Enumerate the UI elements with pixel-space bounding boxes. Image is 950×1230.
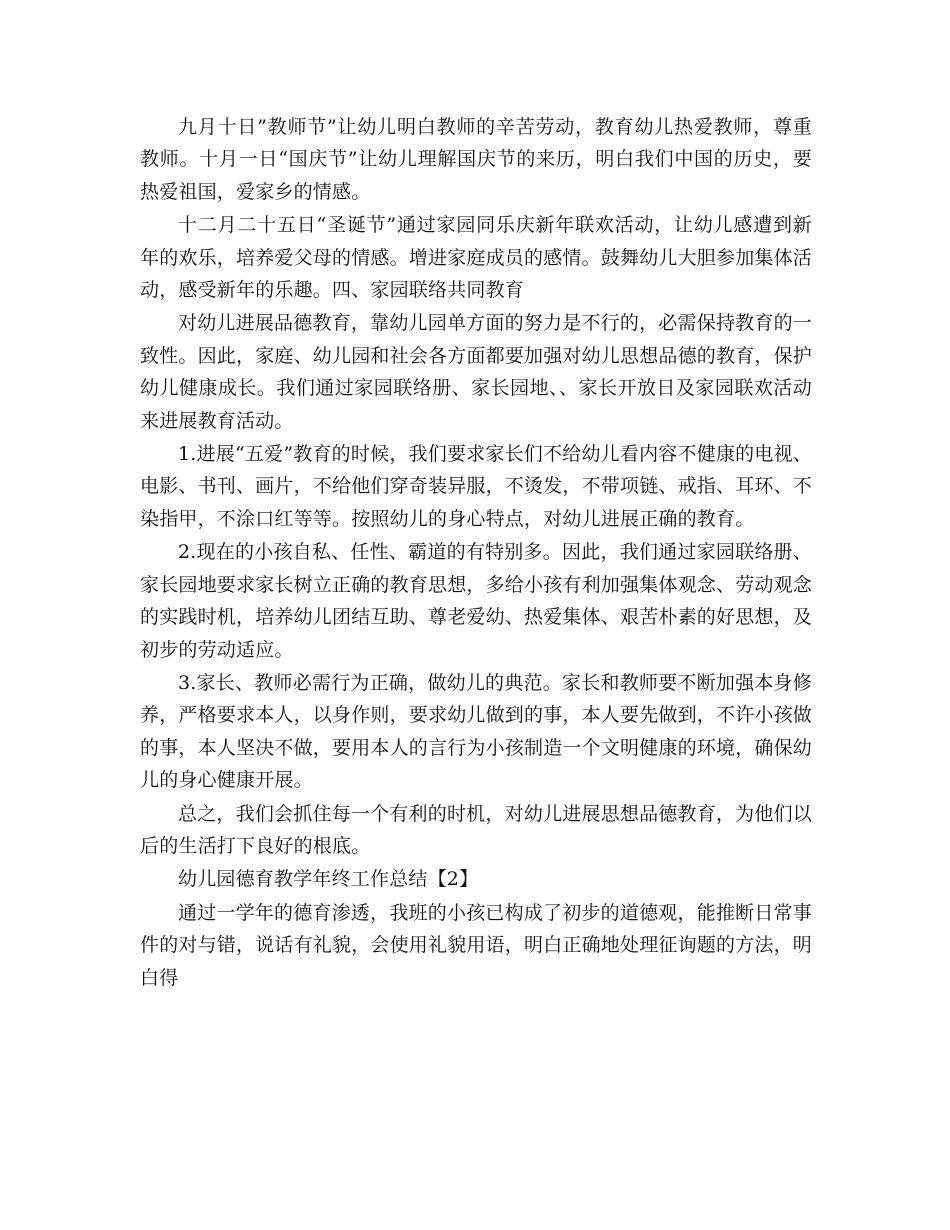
paragraph-item-2: 2.现在的小孩自私、任性、霸道的有特别多。因此，我们通过家园联络册、家长园地要求家长树立正确的教育思想，多给小孩有利加强集体观念、劳动观念的实践时机，培养幼儿团结互助、尊老爱幼、热爱集体、艰苦朴素的好思想，及初步的劳动适应。: [140, 541, 813, 661]
section-heading: 幼儿园德育教学年终工作总结【2】: [178, 868, 479, 891]
paragraph-home-school-education: 对幼儿进展品德教育，靠幼儿园单方面的努力是不行的，必需保持教育的一致性。因此，家庭、幼儿园和社会各方面都要加强对幼儿思想品德的教育，保护幼儿健康成长。我们通过家园联络册、家长园地、、家长开放日及家园联欢活动来进展教育活动。: [140, 312, 813, 432]
paragraph-item-3: 3.家长、教师必需行为正确，做幼儿的典范。家长和教师要不断加强本身修养，严格要求本人，以身作则，要求幼儿做到的事，本人要先做到，不许小孩做的事，本人坚决不做，要用本人的言行为小孩制造一个文明健康的环境，确保幼儿的身心健康开展。: [140, 671, 813, 792]
paragraph-item-1: 1.进展“五爱”教育的时候，我们要求家长们不给幼儿看内容不健康的电视、电影、书刊、画片，不给他们穿奇装异服，不烫发，不带项链、戒指、耳环、不染指甲，不涂口红等等。按照幼儿的身心特点，对幼儿进展正确的教育。: [140, 443, 813, 530]
paragraph-conclusion: 总之，我们会抓住每一个有利的时机，对幼儿进展思想品德教育，为他们以后的生活打下良好的根底。: [140, 802, 812, 857]
paragraph-christmas: 十二月二十五日“圣诞节”通过家园同乐庆新年联欢活动，让幼儿感遭到新年的欢乐，培养爱父母的情感。增进家庭成员的感情。鼓舞幼儿大胆参加集体活动，感受新年的乐趣。四、家园联络共同教育: [140, 214, 813, 302]
paragraph-teachers-national-day: 九月十日”教师节”让幼儿明白教师的辛苦劳动，教育幼儿热爱教师，尊重教师。十月一日“国庆节”让幼儿理解国庆节的来历，明白我们中国的历史，要热爱祖国，爱家乡的情感。: [140, 116, 812, 203]
paragraph-year-summary: 通过一学年的德育渗透，我班的小孩已构成了初步的道德观，能推断日常事件的对与错，说话有礼貌，会使用礼貌用语，明白正确地处理征询题的方法，明白得: [140, 901, 813, 989]
